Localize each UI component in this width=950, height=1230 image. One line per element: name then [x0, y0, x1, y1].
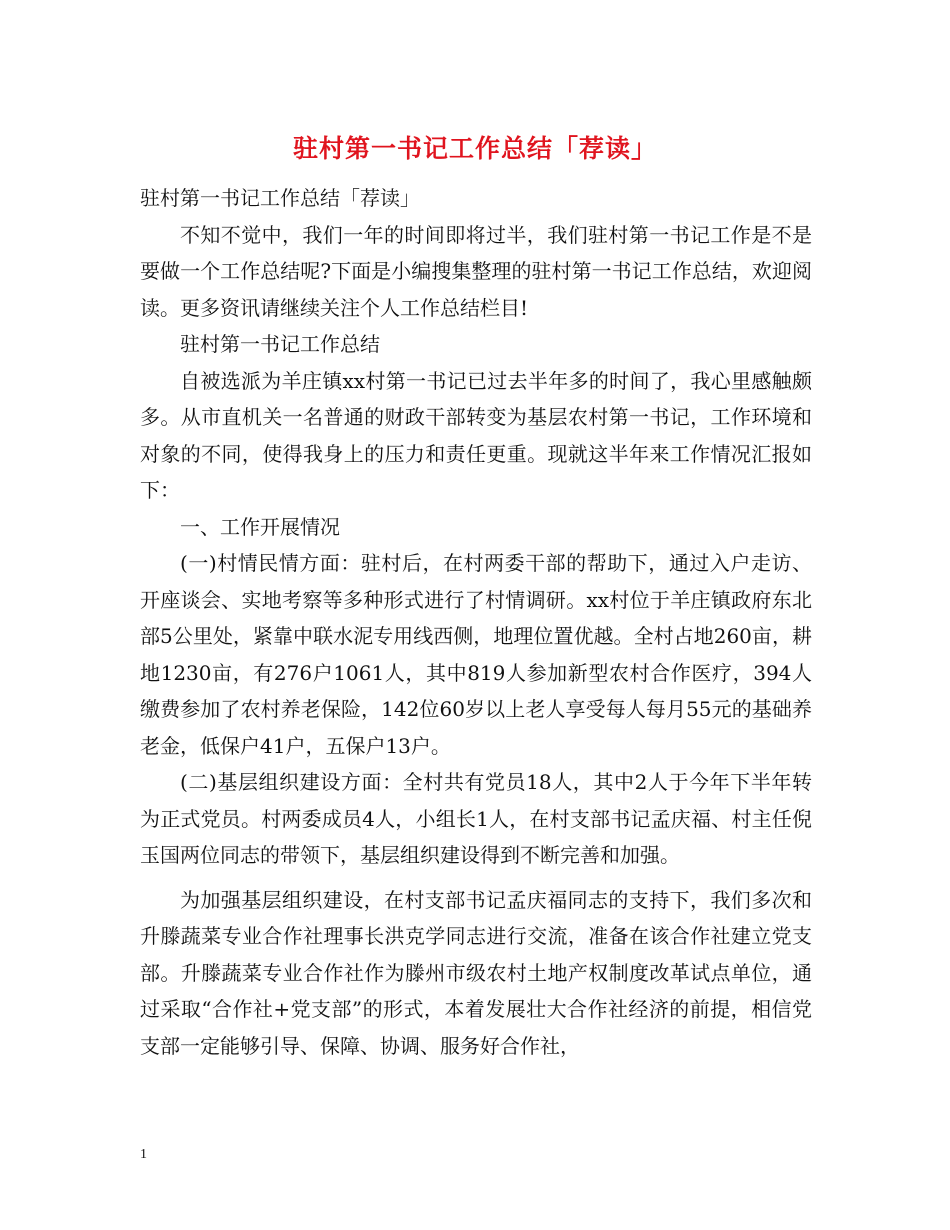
paragraph-subtitle: 驻村第一书记工作总结: [180, 332, 380, 356]
paragraph-village-info: (一)村情民情方面：驻村后，在村两委干部的帮助下，通过入户走访、开座谈会、实地考察等多种形式进行了村情调研。xx村位于羊庄镇政府东北部5公里处，紧靠中联水泥专用线西侧，地理位置优越。全村占地260亩，耕地1230亩，有276户1061人，其中819人参加新型农村合作医疗，394人缴费参加了农村养老保险，142位60岁以上老人享受每人每月55元的基础养老金，低保户41户，五保户13户。: [140, 551, 812, 758]
section-heading: 一、工作开展情况: [180, 514, 340, 539]
paragraph-organization: (二)基层组织建设方面：全村共有党员18人，其中2人于今年下半年转为正式党员。村两委成员4人，小组长1人，在村支部书记孟庆福、村主任倪玉国两位同志的带领下，基层组织建设得到不断完善和加强。: [140, 770, 812, 867]
paragraph-intro: 不知不觉中，我们一年的时间即将过半，我们驻村第一书记工作是不是要做一个工作总结呢?下面是小编搜集整理的驻村第一书记工作总结，欢迎阅读。更多资讯请继续关注个人工作总结栏目!: [140, 222, 812, 320]
paragraph-heading: 驻村第一书记工作总结「荐读」: [140, 186, 420, 210]
paragraph-overview: 自被选派为羊庄镇xx村第一书记已过去半年多的时间了，我心里感触颇多。从市直机关一名普通的财政干部转变为基层农村第一书记，工作环境和对象的不同，使得我身上的压力和责任更重。现就这半年来工作情况汇报如下：: [140, 368, 812, 502]
page-number: 1: [140, 1147, 147, 1162]
document-body: [140, 180, 812, 1064]
paragraph-party-branch: 为加强基层组织建设，在村支部书记孟庆福同志的支持下，我们多次和升滕蔬菜专业合作社理事长洪克学同志进行交流，准备在该合作社建立党支部。升滕蔬菜专业合作社作为滕州市级农村土地产权制度改革试点单位，通过采取“合作社+党支部”的形式，本着发展壮大合作社经济的前提，相信党支部一定能够引导、保障、协调、服务好合作社，: [140, 887, 812, 1058]
document-title: 驻村第一书记工作总结「荐读」: [292, 134, 657, 163]
